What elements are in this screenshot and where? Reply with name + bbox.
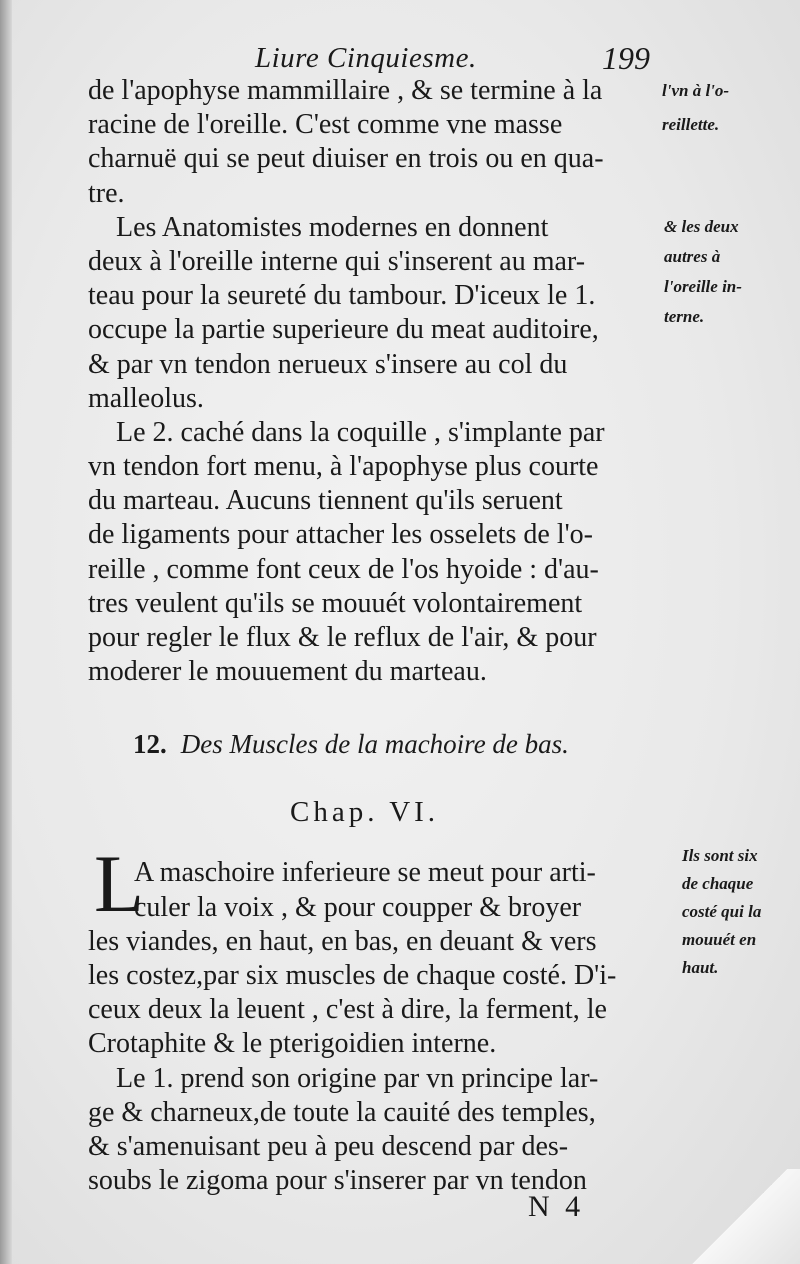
text-line: A maschoire inferieure se meut pour arti- (134, 857, 596, 889)
margin-note-line: autres à (664, 247, 721, 266)
text-line: ge & charneux,de toute la cauité des temples, (88, 1096, 596, 1128)
text-line: ceux deux la leuent , c'est à dire, la ferment, le (88, 994, 607, 1026)
text-line: charnuë qui se peut diuiser en trois ou en qua- (88, 143, 604, 175)
text-line: reille , comme font ceux de l'os hyoide : d'au- (88, 553, 599, 585)
margin-note-line: haut. (682, 958, 719, 977)
margin-note-line: mouuét en (682, 930, 757, 949)
margin-note-2 (664, 212, 742, 332)
page-corner-curl (680, 1169, 800, 1264)
text-line: & s'amenuisant peu à peu descend par des- (88, 1130, 569, 1162)
margin-note-line: l'oreille in- (664, 277, 742, 296)
text-line: soubs le zigoma pour s'inserer par vn tendon (88, 1165, 587, 1197)
text-line: du marteau. Aucuns tiennent qu'ils seruent (88, 485, 563, 517)
section-number: 12. (133, 729, 167, 760)
text-line: malleolus. (88, 382, 204, 414)
margin-note-line: de chaque (682, 874, 754, 893)
main-text-block (88, 74, 660, 1198)
text-line: tre. (88, 177, 125, 209)
margin-note-line: reillette. (662, 115, 720, 134)
text-line: racine de l'oreille. C'est comme vne masse (88, 109, 563, 141)
text-line: occupe la partie superieure du meat auditoire, (88, 314, 599, 346)
text-line: les costez,par six muscles de chaque costé. D'i- (88, 959, 617, 991)
text-line: Les Anatomistes modernes en donnent (116, 211, 549, 243)
page-gutter-shadow (0, 0, 12, 1264)
text-line: vn tendon fort menu, à l'apophyse plus courte (88, 451, 599, 483)
margin-note-line: costé qui la (682, 902, 762, 921)
margin-note-1 (662, 74, 729, 142)
text-line: de l'apophyse mammillaire , & se termine à la (88, 75, 603, 106)
margin-note-line: & les deux (664, 217, 739, 236)
text-line: Crotaphite & le pterigoidien interne. (88, 1028, 497, 1060)
text-line: teau pour la seureté du tambour. D'iceux le 1. (88, 280, 596, 312)
running-title: Liure Cinquiesme. (255, 42, 477, 74)
signature-mark: N 4 (528, 1190, 585, 1223)
text-line: moderer le mouuement du marteau. (88, 656, 487, 688)
text-line: culer la voix , & pour coupper & broyer (134, 891, 582, 923)
text-line: les viandes, en haut, en bas, en deuant & vers (88, 925, 597, 957)
section-heading (88, 727, 660, 761)
text-line: & par vn tendon nerueux s'insere au col du (88, 348, 568, 380)
margin-note-line: l'vn à l'o- (662, 81, 730, 100)
text-line: Le 2. caché dans la coquille , s'implante par (116, 416, 605, 448)
chapter-heading: Chap. VI. (290, 796, 440, 829)
text-line: pour regler le flux & le reflux de l'air, & pour (88, 622, 597, 653)
drop-cap: L (94, 838, 145, 929)
margin-note-line: terne. (664, 307, 705, 326)
text-line: deux à l'oreille interne qui s'inserent au mar- (88, 245, 586, 277)
section-title: Des Muscles de la machoire de bas. (180, 729, 569, 760)
text-line: Le 1. prend son origine par vn principe lar- (116, 1062, 599, 1094)
margin-note-line: Ils sont six (682, 846, 758, 865)
text-line: tres veulent qu'ils se mouuét volontairement (88, 587, 583, 619)
page-number: 199 (602, 40, 650, 76)
margin-note-3 (682, 842, 761, 982)
text-line: de ligaments pour attacher les osselets de l'o- (88, 519, 593, 551)
